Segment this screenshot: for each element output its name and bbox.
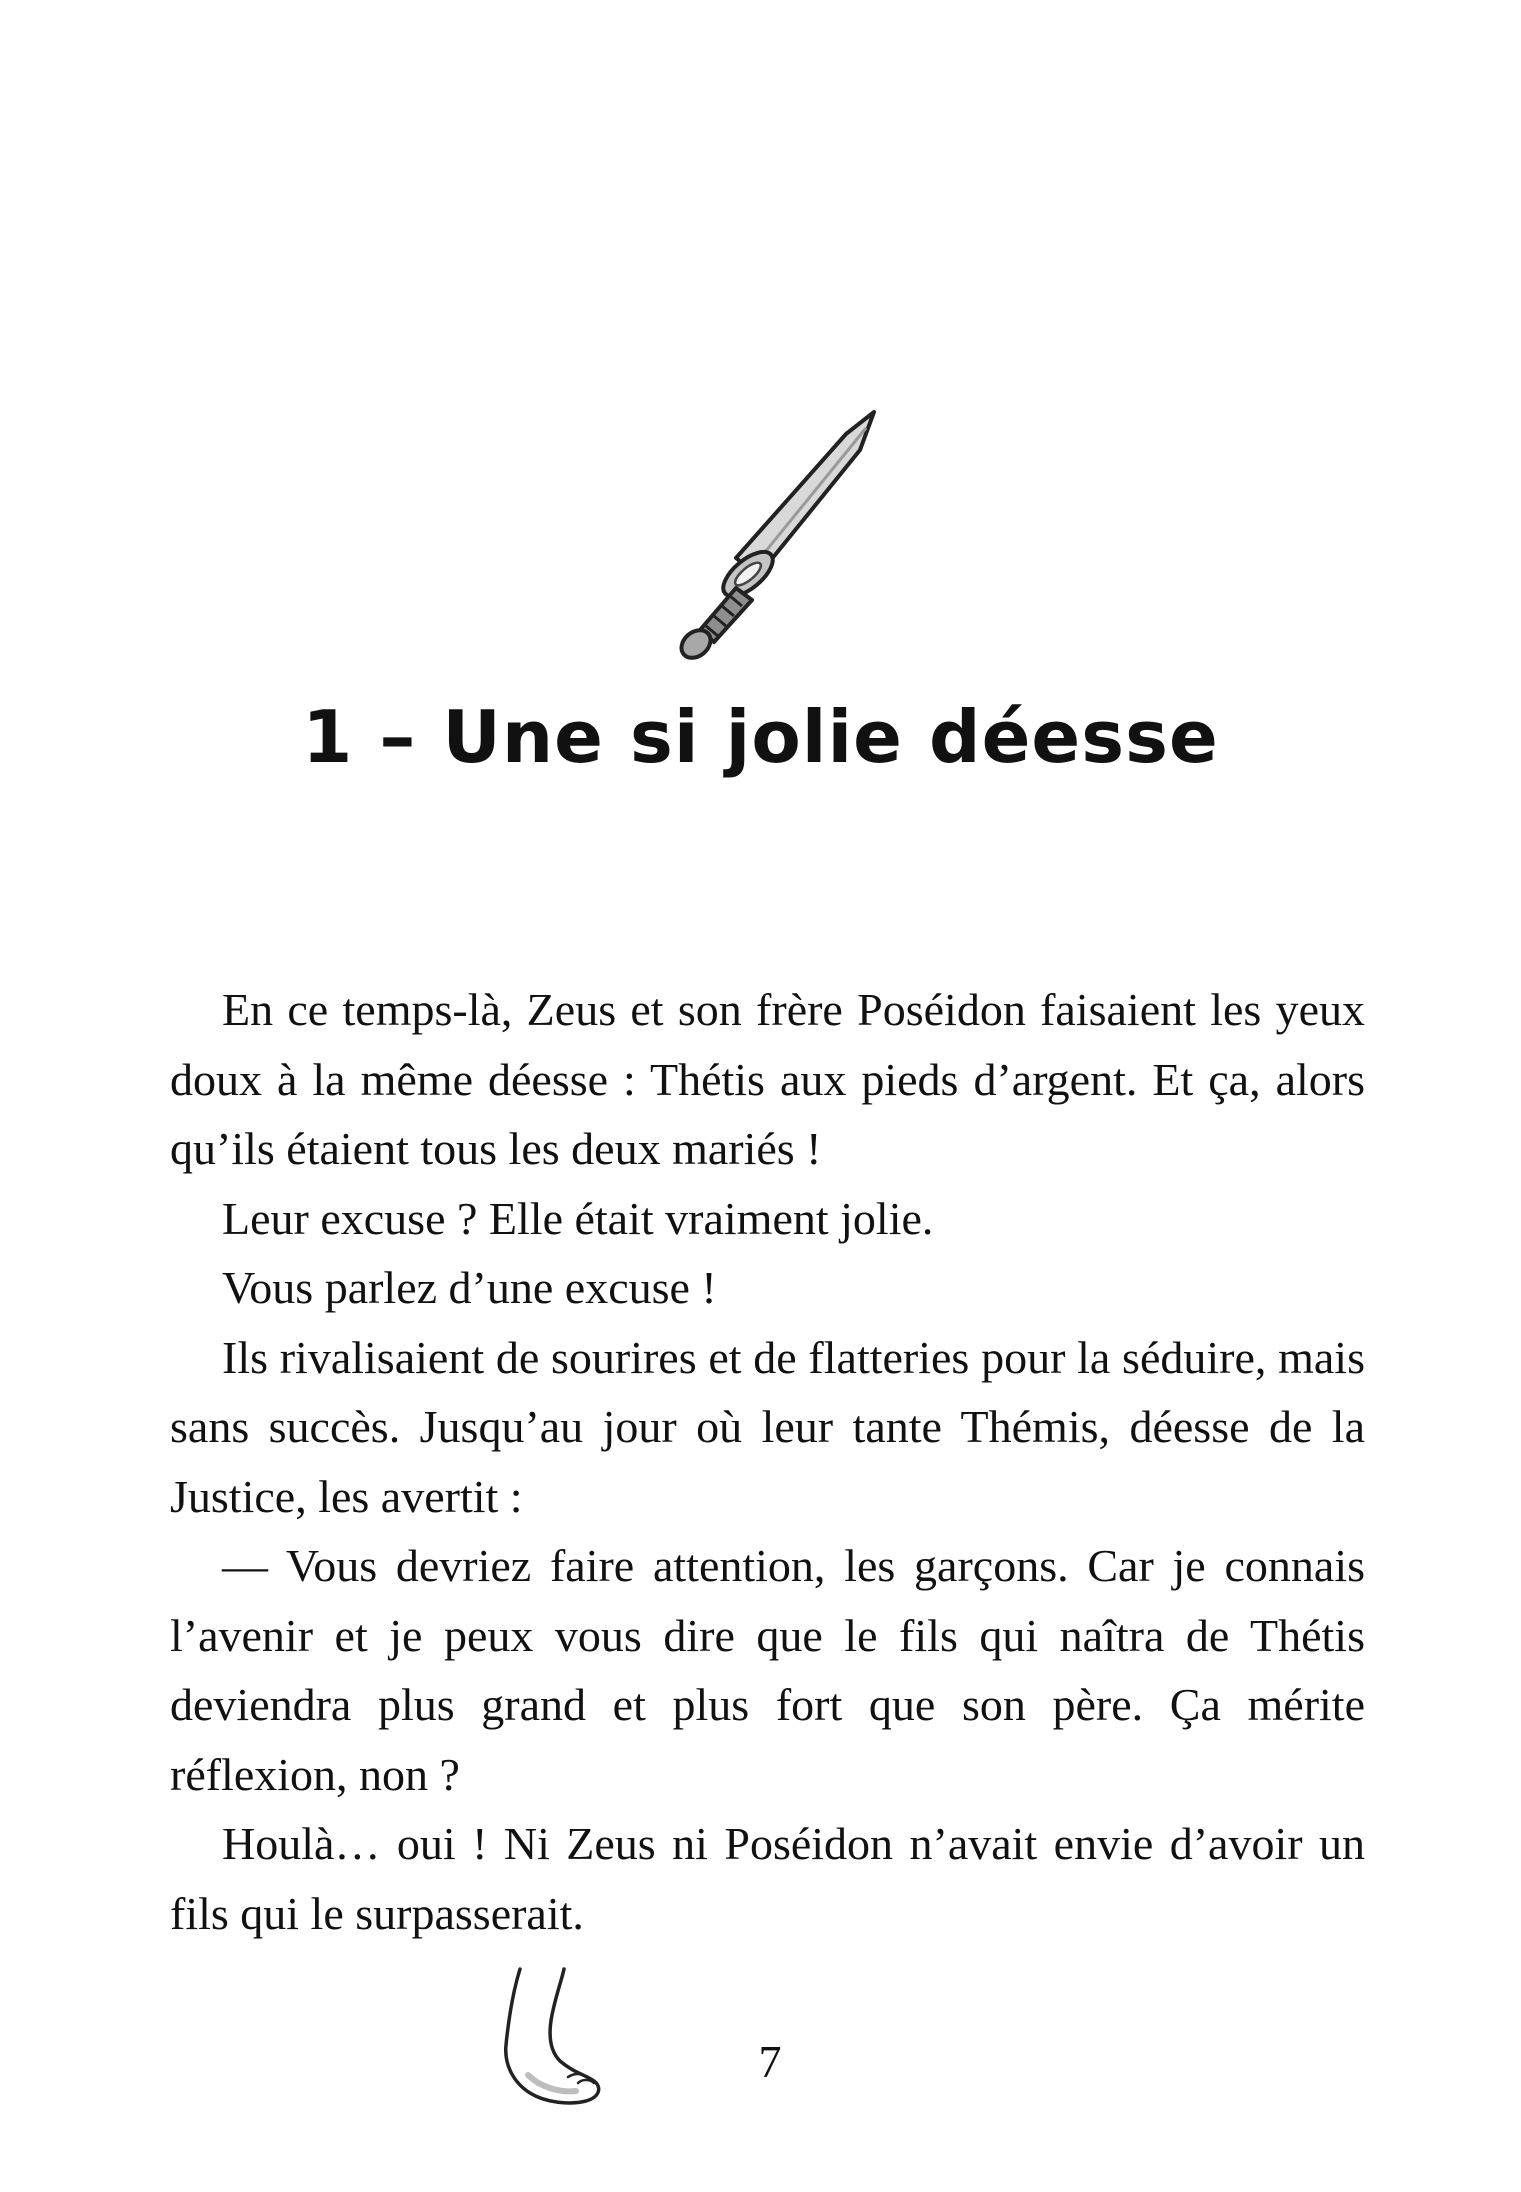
chapter-title: 1 – Une si jolie déesse [302, 695, 1219, 779]
dagger-icon [660, 404, 900, 674]
paragraph: — Vous devriez faire attention, les garçons. Car je connais l’avenir et je peux vous dire que le fils qui naîtra de Thétis deviendra plus grand et plus fort que son père. Ça mérite réflexion, non ? [170, 1540, 1365, 1800]
page-number: 7 [758, 2036, 782, 2087]
paragraph: Ils rivalisaient de sourires et de flatteries pour la séduire, mais sans succès. Jusqu’au jour où leur tante Thémis, déesse de la Justice, les avertit : [170, 1331, 1365, 1522]
paragraph: Houlà… oui ! Ni Zeus ni Poséidon n’avait envie d’avoir un fils qui le surpasserait. [170, 1818, 1365, 1939]
paragraph: En ce temps-là, Zeus et son frère Poséidon faisaient les yeux doux à la même déesse : Thétis aux pieds d’argent. Et ça, alors qu’ils étaient tous les deux mariés ! [170, 984, 1365, 1174]
chapter-body [170, 975, 1365, 1948]
foot-icon [490, 1965, 610, 2115]
paragraph: Vous parlez d’une excuse ! [222, 1262, 717, 1313]
paragraph: Leur excuse ? Elle était vraiment jolie. [222, 1192, 934, 1244]
